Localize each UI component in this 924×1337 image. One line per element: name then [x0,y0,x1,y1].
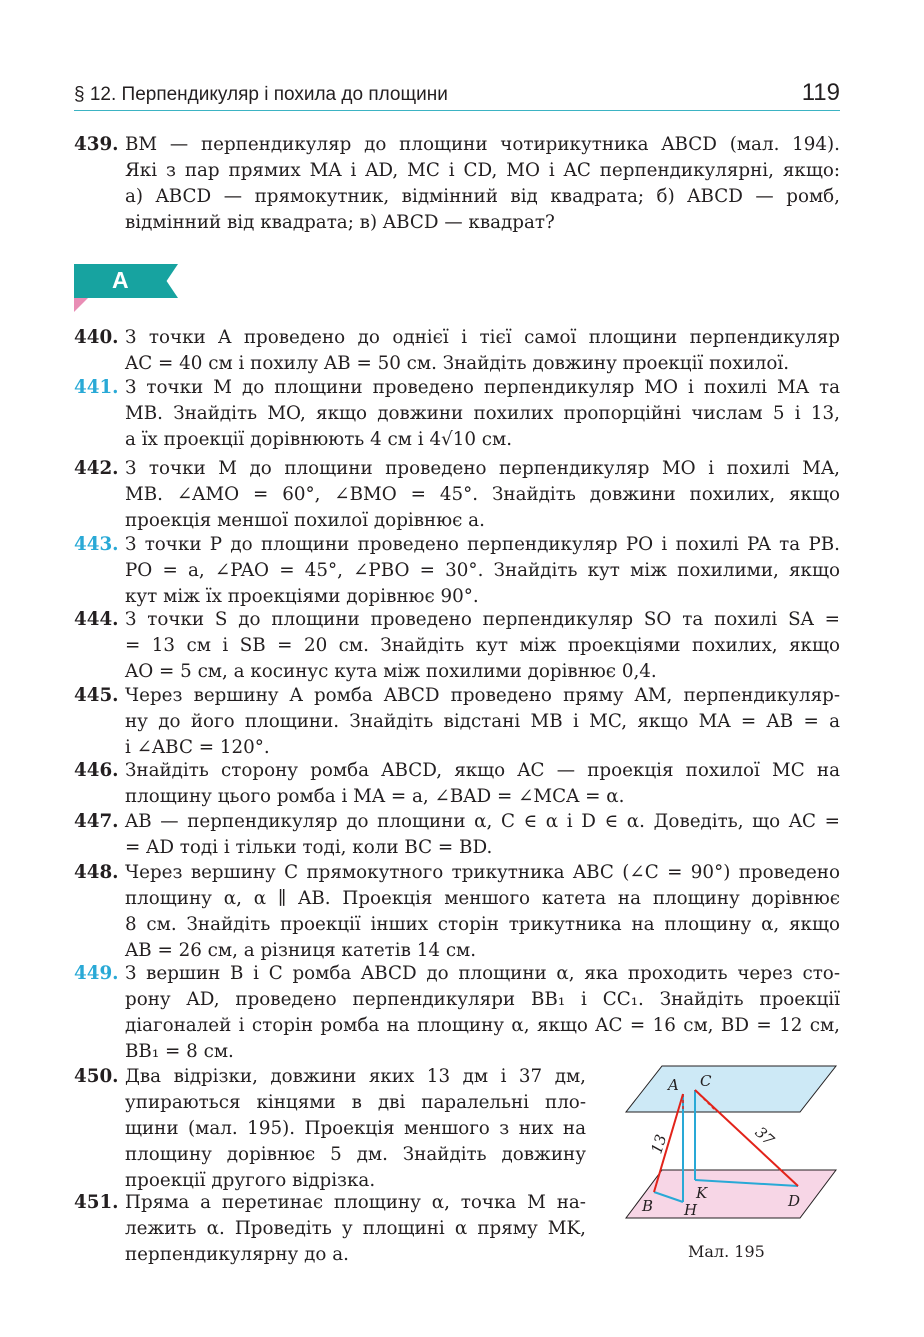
problem-line: ну до його площини. Знайдіть відстані MB і MC, якщо MA = AB = a [125,711,840,732]
problem-line: Два відрізки, довжини яких 13 дм і 37 дм, [125,1066,586,1087]
problem-line: З точки A проведено до однієї і тієї самої площини перпендикуляр [125,327,840,348]
problem-line: діагоналей і сторін ромба на площину α, якщо AC = 16 см, BD = 12 см, [125,1015,840,1036]
problem-line: проекція меншої похилої дорівнює a. [125,510,485,531]
problem-line: = AD тоді і тільки тоді, коли BC = BD. [125,837,493,858]
problem-line: відмінний від квадрата; в) ABCD — квадрат? [125,212,555,233]
problem-line: MB. ∠AMO = 60°, ∠BMO = 45°. Знайдіть довжини похилих, якщо [125,484,840,505]
problem-448 [74,860,840,964]
problem-line: BB₁ = 8 см. [125,1041,234,1062]
problem-line: MB. Знайдіть MO, якщо довжини похилих пропорційні числам 5 і 13, [125,403,840,424]
problem-number: 442. [74,458,119,479]
problem-444 [74,607,840,685]
problem-line: і ∠ABC = 120°. [125,737,270,758]
problem-number: 439. [74,134,119,155]
problem-442 [74,456,840,534]
problem-number: 448. [74,862,119,883]
problem-number: 446. [74,760,119,781]
problem-line: упираються кінцями в дві паралельні пло- [125,1092,586,1113]
problem-450 [74,1064,586,1194]
problem-line: Через вершину A ромба ABCD проведено пряму AM, перпендикуляр- [125,685,840,706]
problem-number: 445. [74,685,119,706]
problem-line: Знайдіть сторону ромба ABCD, якщо AC — проекція похилої MC на [125,760,840,781]
label-13: 13 [647,1132,671,1156]
problem-line: кут між їх проекціями дорівнює 90°. [125,586,479,607]
problem-line: Які з пар прямих MA і AD, MC і CD, MO і AC перпендикулярні, якщо: [125,160,840,181]
figure-caption: Мал. 195 [688,1242,765,1261]
problem-number: 450. [74,1066,119,1087]
problem-line: 8 см. Знайдіть проекції інших сторін трикутника на площину α, якщо [125,914,840,935]
problem-number: 451. [74,1192,119,1213]
problem-number: 447. [74,811,119,832]
problem-line: AB = 26 см, а різниця катетів 14 см. [125,940,477,961]
problem-line: Пряма a перетинає площину α, точка M на- [125,1192,586,1213]
upper-plane [626,1066,836,1112]
problem-439 [74,132,840,236]
label-A: A [668,1076,679,1094]
problem-line: рону AD, проведено перпендикуляри BB₁ і CC₁. Знайдіть проекції [125,989,840,1010]
problem-line: а) ABCD — прямокутник, відмінний від квадрата; б) ABCD — ромб, [125,186,840,207]
problem-number: 449. [74,963,119,984]
problem-line: площину α, α ∥ AB. Проекція меншого катета на площину дорівнює [125,888,840,909]
problem-number: 444. [74,609,119,630]
problem-440 [74,325,840,377]
problem-line: = 13 см і SB = 20 см. Знайдіть кут між проекціями похилих, якщо [125,635,840,656]
label-B: B [642,1197,654,1215]
problem-line: BM — перпендикуляр до площини чотирикутника ABCD (мал. 194). [125,134,840,155]
section-title: § 12. Перпендикуляр і похила до площини [74,84,448,105]
problem-line: проекції другого відрізка. [125,1170,376,1191]
problem-line: щини (мал. 195). Проекція меншого з них на [125,1118,586,1139]
tab-corner-decoration [74,298,88,312]
section-level-label: А [112,267,129,293]
problem-446 [74,758,840,810]
problem-line: З вершин B і C ромба ABCD до площини α, яка проходить через сто- [125,963,840,984]
problem-number: 441. [74,377,119,398]
problem-line: площину дорівнює 5 дм. Знайдіть довжину [125,1144,586,1165]
problem-line: З точки S до площини проведено перпендикуляр SO та похилі SA = [125,609,840,630]
problem-line: З точки M до площини проведено перпендикуляр MO і похилі MA, [125,458,840,479]
problem-441 [74,375,840,453]
problem-449 [74,961,840,1065]
label-K: K [696,1184,708,1202]
label-C: C [700,1072,712,1090]
problem-line: AC = 40 см і похилу AB = 50 см. Знайдіть довжину проекції похилої. [125,353,790,374]
problem-number: 440. [74,327,119,348]
label-H: H [684,1201,698,1219]
problem-line: AB — перпендикуляр до площини α, C ∈ α і D ∈ α. Доведіть, що AC = [125,811,840,832]
problem-line: З точки P до площини проведено перпендикуляр PO і похилі PA та PB. [125,534,840,555]
problem-line: лежить α. Проведіть у площині α пряму MK, [125,1218,586,1239]
problem-line: площину цього ромба і MA = a, ∠BAD = ∠MCA = α. [125,786,625,807]
problem-447 [74,809,840,861]
problem-line: а їх проекції дорівнюють 4 см і 4√10 см. [125,429,513,450]
problem-443 [74,532,840,610]
problem-445 [74,683,840,761]
problem-number: 443. [74,534,119,555]
figure-195-diagram [620,1060,842,1260]
problem-line: AO = 5 см, а косинус кута між похилими дорівнює 0,4. [125,661,657,682]
problem-line: перпендикулярну до a. [125,1244,349,1265]
section-level-tab [74,264,178,298]
problem-line: PO = a, ∠PAO = 45°, ∠PBO = 30°. Знайдіть кут між похилими, якщо [125,560,840,581]
problem-line: З точки M до площини проведено перпендикуляр MO і похилі MA та [125,377,840,398]
page-number: 119 [801,79,840,106]
label-D: D [788,1192,801,1210]
page-header [74,76,840,111]
label-37: 37 [751,1123,778,1150]
problem-line: Через вершину C прямокутного трикутника ABC (∠C = 90°) проведено [125,862,840,883]
problem-451 [74,1190,586,1268]
